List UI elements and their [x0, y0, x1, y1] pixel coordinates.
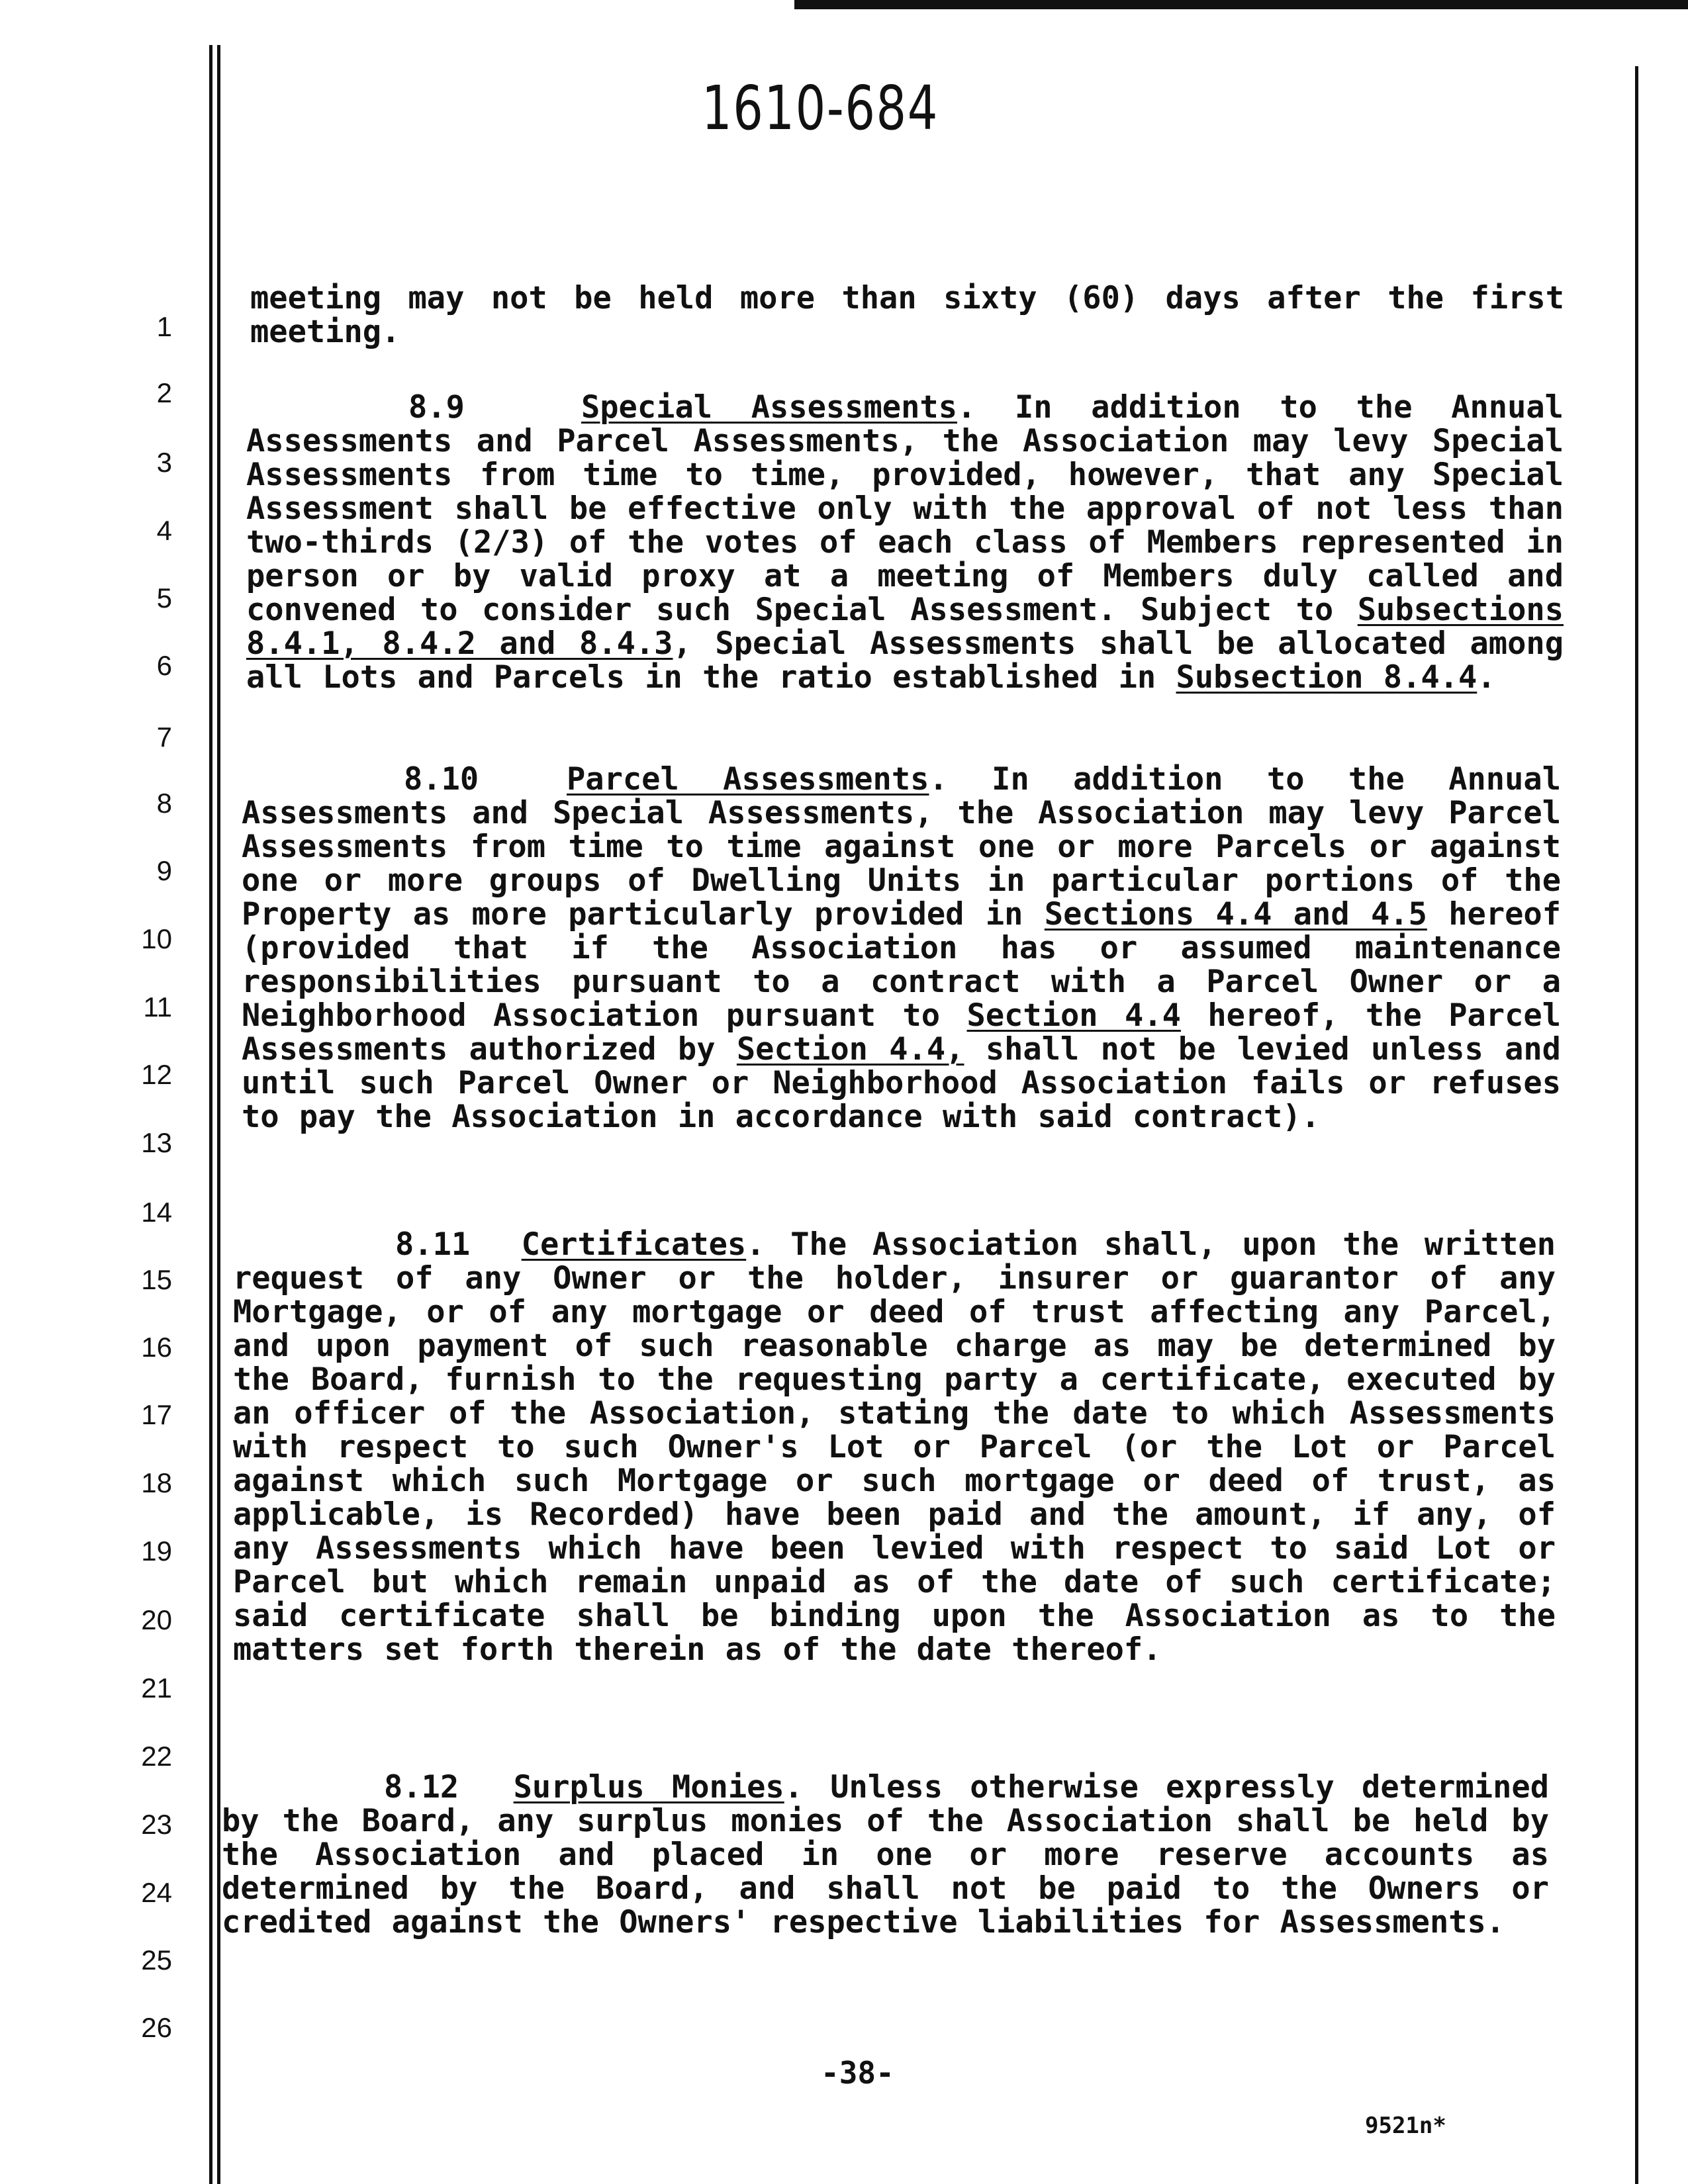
cross-reference: Subsections 8.4.1, 8.4.2 and 8.4.3: [246, 592, 1564, 662]
section-text: . In addition to the Annual Assessments and Parcel Assessments, the Association may levy Special Assessments from time to time, provided, however, that any Special Assessment shall be effective only with the approval of not less than two-thirds (2/3) of the votes of each class of Members represented in person or by valid proxy at a meeting of Members duly called and convened to consider such Special Assessment. Subject to: [246, 389, 1564, 628]
section-number: 8.9: [408, 389, 465, 426]
line-number: 6: [156, 650, 172, 681]
cross-reference: Subsection 8.4.4: [1176, 659, 1477, 696]
line-number: 17: [141, 1399, 172, 1430]
line-number: 10: [141, 923, 172, 954]
line-number: 20: [141, 1604, 172, 1635]
line-number: 4: [156, 515, 172, 546]
page-number: -38-: [821, 2055, 894, 2091]
continuation-paragraph: [250, 281, 1564, 349]
section-text: . The Association shall, upon the written request of any Owner or the holder, insurer or guarantor of any Mortgage, or of any mortgage or deed of trust affecting any Parcel, and upon payment of such reasonable charge as may be determined by the Board, furnish to the requesting party a certificate, executed by an officer of the Association, stating the date to which Assessments with respect to such Owner's Lot or Parcel (or the Lot or Parcel against which such Mortgage or such mortgage or deed of trust, as applicable, is Recorded) have been paid and the amount, if any, of any Assessments which have been levied with respect to said Lot or Parcel but which remain unpaid as of the date of such certificate; said certificate shall be binding upon the Association as to the matters set forth therein as of the date thereof.: [233, 1226, 1556, 1668]
line-number: 25: [141, 1944, 172, 1976]
line-number: 23: [141, 1809, 172, 1840]
line-number: 1: [156, 311, 172, 342]
line-number: 18: [141, 1467, 172, 1498]
section-text: . Unless otherwise expressly determined by the Board, any surplus monies of the Association shall be held by the Association and placed in one or more reserve accounts as determined by the Board, and shall not be paid to the Owners or credited against the Owners' respective liabilities for Assessments.: [222, 1769, 1549, 1940]
section-title: Special Assessments: [581, 389, 957, 426]
line-number: 13: [141, 1127, 172, 1158]
section-text: . In addition to the Annual Assessments and Special Assessments, the Association may levy Parcel Assessments from time to time against one or more Parcels or against one or more groups of Dwelling Units in particular portions of the Property as more particularly provided in: [242, 761, 1561, 933]
line-number: 3: [156, 447, 172, 478]
line-number: 24: [141, 1877, 172, 1908]
document-code: 9521n*: [1365, 2113, 1446, 2139]
line-number: 19: [141, 1535, 172, 1567]
cross-reference: Section 4.4: [966, 997, 1181, 1034]
section-number: 8.10: [404, 761, 479, 797]
line-number: 9: [156, 855, 172, 886]
line-number: 16: [141, 1332, 172, 1363]
section-8-10: [242, 762, 1561, 1134]
cross-reference: Section 4.4,: [736, 1031, 964, 1068]
line-number: 8: [156, 788, 172, 819]
line-number: 21: [141, 1672, 172, 1704]
section-8-11: [233, 1228, 1556, 1666]
document-number: 1610-684: [702, 73, 939, 144]
left-margin-rule-inner: [217, 45, 220, 2184]
line-number: 2: [156, 377, 172, 408]
section-text: , Special Assessments shall be allocated among all Lots and Parcels in the ratio established in: [246, 625, 1564, 696]
cross-reference: Sections 4.4 and 4.5: [1044, 896, 1427, 933]
line-number: 11: [143, 991, 172, 1023]
line-number: 12: [141, 1059, 172, 1090]
section-text: hereof, the Parcel Assessments authorized by: [242, 997, 1561, 1068]
section-number: 8.12: [384, 1769, 459, 1805]
section-text: hereof (provided that if the Association has or assumed maintenance responsibilities pursuant to a contract with a Parcel Owner or a Neighborhood Association pursuant to: [242, 896, 1562, 1034]
line-number: 7: [156, 721, 172, 752]
scan-top-edge: [794, 0, 1688, 9]
continuation-text: meeting may not be held more than sixty (60) days after the first meeting.: [250, 280, 1564, 350]
section-text: .: [1477, 659, 1496, 696]
section-8-12: [222, 1770, 1549, 1939]
section-number: 8.11: [395, 1226, 471, 1263]
section-title: Parcel Assessments: [567, 761, 929, 797]
left-margin-rule-outer: [209, 45, 212, 2184]
line-number: 5: [156, 582, 172, 614]
section-text: shall not be levied unless and until such Parcel Owner or Neighborhood Association fails or refuses to pay the Association in accordance with said contract).: [242, 1031, 1561, 1135]
section-8-9: [246, 390, 1564, 694]
line-number: 15: [141, 1264, 172, 1295]
line-number: 26: [141, 2012, 172, 2043]
section-title: Certificates: [521, 1226, 747, 1263]
right-margin-rule: [1635, 66, 1638, 2184]
line-number: 22: [141, 1741, 172, 1772]
line-number: 14: [141, 1197, 172, 1228]
section-title: Surplus Monies: [513, 1769, 784, 1805]
